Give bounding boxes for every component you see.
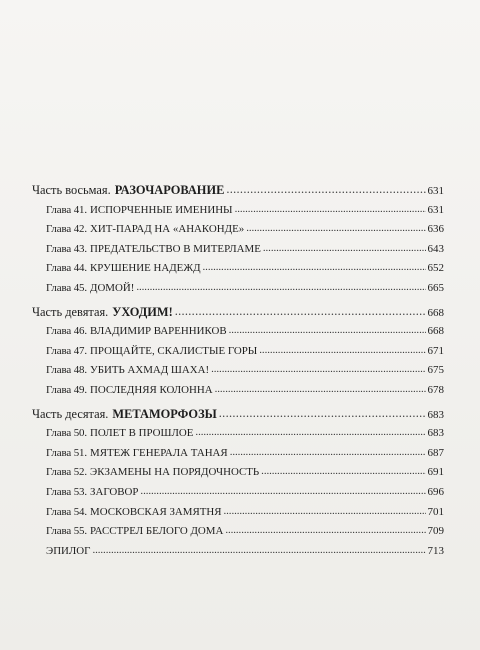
chapter-title: ЗАГОВОР (90, 485, 139, 498)
chapter-title: МОСКОВСКАЯ ЗАМЯТНЯ (90, 505, 222, 518)
chapter-label: Глава 45. (46, 281, 88, 294)
chapter-label: Глава 50. (46, 427, 88, 440)
chapter-title: ПРОЩАЙТЕ, СКАЛИСТЫЕ ГОРЫ (90, 344, 258, 357)
chapter-label: Глава 44. (46, 262, 88, 275)
dot-leader (224, 502, 426, 522)
part-title: РАЗОЧАРОВАНИЕ (114, 183, 225, 197)
toc-chapter-entry (32, 361, 444, 381)
chapter-title: ПРЕДАТЕЛЬСТВО В МИТЕРЛАМЕ (90, 242, 261, 255)
dot-leader (259, 341, 425, 361)
toc-chapter-entry (32, 503, 444, 523)
toc-chapter-entry (32, 342, 444, 362)
dot-leader (140, 482, 425, 502)
dot-leader (211, 360, 425, 380)
chapter-label: Глава 42. (46, 223, 88, 236)
page-number: 701 (427, 505, 444, 518)
chapter-title: РАССТРЕЛ БЕЛОГО ДОМА (90, 525, 224, 538)
part-label: Часть восьмая. (32, 183, 111, 197)
dot-leader (215, 380, 426, 400)
toc-part-entry (32, 405, 444, 425)
chapter-title: ЭКЗАМЕНЫ НА ПОРЯДОЧНОСТЬ (90, 466, 260, 479)
toc-chapter-entry (32, 483, 444, 503)
chapter-title: ПОЛЕТ В ПРОШЛОЕ (90, 427, 194, 440)
toc-part-entry (32, 181, 444, 201)
dot-leader (225, 521, 425, 541)
table-of-contents (32, 181, 444, 561)
chapter-label: Глава 52. (46, 466, 88, 479)
page-number: 643 (427, 242, 444, 255)
toc-chapter-entry (32, 542, 444, 562)
page-number: 691 (427, 466, 444, 479)
dot-leader (203, 258, 426, 278)
dot-leader (263, 239, 426, 259)
chapter-label: Глава 53. (46, 485, 88, 498)
dot-leader (195, 423, 425, 443)
chapter-label: Глава 55. (46, 525, 88, 538)
page-number: 668 (427, 325, 444, 338)
dot-leader (136, 278, 425, 298)
chapter-title: ПОСЛЕДНЯЯ КОЛОННА (90, 383, 213, 396)
toc-chapter-entry (32, 279, 444, 299)
chapter-title: ИСПОРЧЕННЫЕ ИМЕНИНЫ (90, 203, 233, 216)
page-number: 713 (427, 544, 444, 557)
chapter-title: ЭПИЛОГ (46, 544, 91, 557)
chapter-label: Глава 41. (46, 203, 88, 216)
dot-leader (92, 541, 425, 561)
page-number: 636 (427, 223, 444, 236)
page-number: 696 (427, 485, 444, 498)
dot-leader (226, 180, 425, 200)
chapter-title: ХИТ-ПАРАД НА «АНАКОНДЕ» (90, 223, 245, 236)
chapter-label: Глава 47. (46, 344, 88, 357)
page-number: 668 (427, 306, 444, 319)
page-number: 652 (427, 262, 444, 275)
toc-chapter-entry (32, 201, 444, 221)
dot-leader (261, 462, 425, 482)
page-number: 675 (427, 364, 444, 377)
chapter-title: УБИТЬ АХМАД ШАХА! (90, 364, 210, 377)
dot-leader (235, 200, 426, 220)
chapter-title: ВЛАДИМИР ВАРЕННИКОВ (90, 325, 227, 338)
page-number: 631 (427, 185, 444, 197)
page-number: 683 (427, 408, 444, 421)
dot-leader (246, 219, 425, 239)
chapter-title: ДОМОЙ! (90, 281, 135, 294)
page-number: 665 (427, 281, 444, 294)
chapter-label: Глава 48. (46, 364, 88, 377)
part-title: УХОДИМ! (112, 304, 173, 319)
dot-leader (219, 404, 426, 424)
part-label: Часть девятая. (32, 304, 109, 319)
toc-chapter-entry (32, 381, 444, 401)
dot-leader (230, 443, 426, 463)
chapter-label: Глава 54. (46, 505, 88, 518)
toc-chapter-entry (32, 259, 444, 279)
page-number: 683 (427, 427, 444, 440)
toc-part-entry (32, 303, 444, 323)
part-title: МЕТАМОРФОЗЫ (112, 406, 217, 421)
chapter-label: Глава 49. (46, 383, 88, 396)
toc-chapter-entry (32, 240, 444, 260)
part-label: Часть десятая. (32, 406, 109, 421)
chapter-label: Глава 51. (46, 446, 88, 459)
toc-chapter-entry (32, 424, 444, 444)
page-number: 687 (427, 446, 444, 459)
toc-chapter-entry (32, 522, 444, 542)
dot-leader (175, 302, 426, 322)
chapter-label: Глава 46. (46, 325, 88, 338)
chapter-title: МЯТЕЖ ГЕНЕРАЛА ТАНАЯ (90, 446, 228, 459)
page-number: 671 (427, 344, 444, 357)
chapter-title: КРУШЕНИЕ НАДЕЖД (90, 262, 201, 275)
page-number: 678 (427, 383, 444, 396)
page-number: 709 (427, 525, 444, 538)
page-number: 631 (427, 203, 444, 216)
dot-leader (229, 321, 426, 341)
chapter-label: Глава 43. (46, 242, 88, 255)
toc-chapter-entry (32, 463, 444, 483)
toc-chapter-entry (32, 322, 444, 342)
toc-chapter-entry (32, 444, 444, 464)
toc-chapter-entry (32, 220, 444, 240)
